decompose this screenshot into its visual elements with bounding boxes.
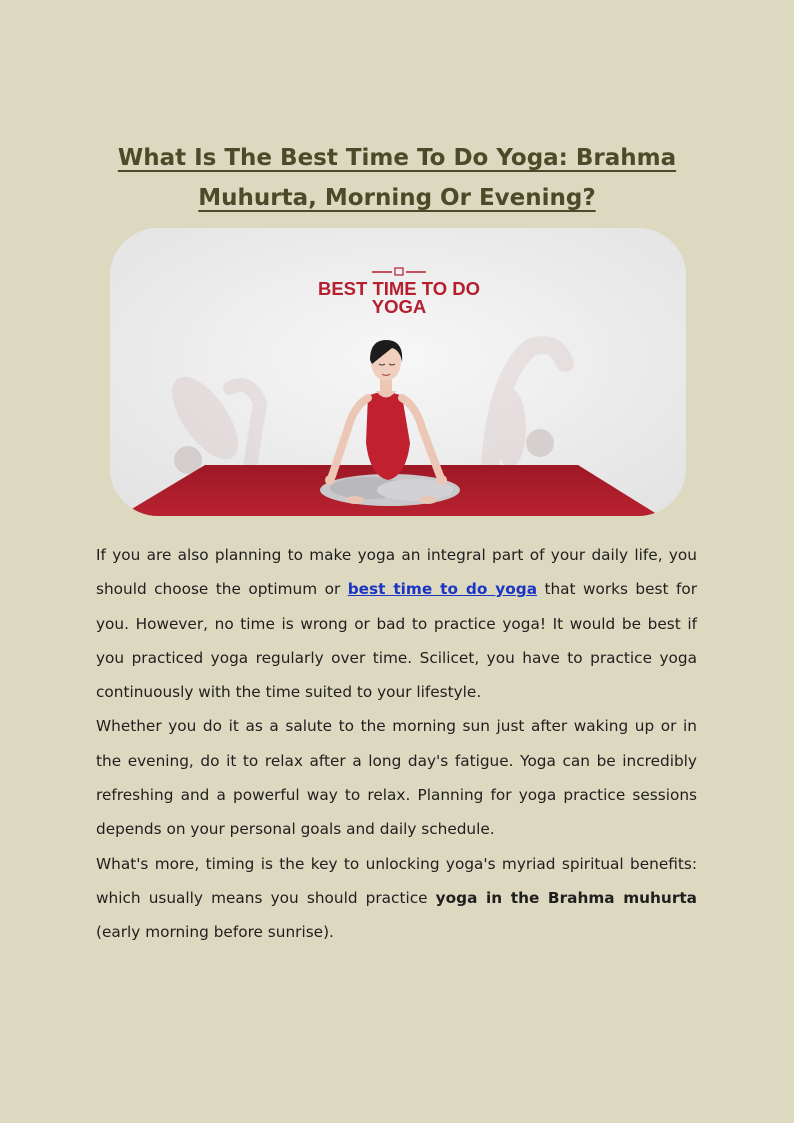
paragraph-intro: [96, 538, 697, 709]
hero-heading-line2: YOGA: [371, 296, 427, 317]
hero-heading-line1: BEST TIME TO DO: [317, 278, 481, 299]
paragraph-intro-text: If you are also planning to make yoga an integral part of your daily life, you should choose the optimum or: [96, 546, 697, 599]
paragraph-brahma-muhurta: [96, 847, 697, 950]
hero-image: [110, 228, 686, 516]
paragraph-brahma-continued: (early morning before sunrise).: [96, 923, 334, 942]
article-body: [96, 538, 697, 950]
best-time-link[interactable]: best time to do yoga: [347, 580, 538, 599]
article-title: What Is The Best Time To Do Yoga: Brahma Muhurta, Morning Or Evening?: [117, 145, 677, 211]
paragraph-intro-continued: that works best for you. However, no time is wrong or bad to practice yoga! It would be best if you practiced yoga regularly over time. Scilicet, you have to practice yoga continuously with the time suited to your lifestyle.: [96, 580, 698, 702]
brahma-muhurta-emphasis: yoga in the Brahma muhurta: [435, 888, 698, 907]
yoga-illustration: [110, 228, 686, 516]
paragraph-brahma-text: What's more, timing is the key to unlocking yoga's myriad spiritual benefits: which usually means you should practice: [96, 854, 697, 907]
paragraph-morning-evening: Whether you do it as a salute to the morning sun just after waking up or in the evening, do it to relax after a long day's fatigue. Yoga can be incredibly refreshing and a powerful way to relax. Planning for yoga practice sessions depends on your personal goals and daily schedule.: [96, 717, 697, 839]
